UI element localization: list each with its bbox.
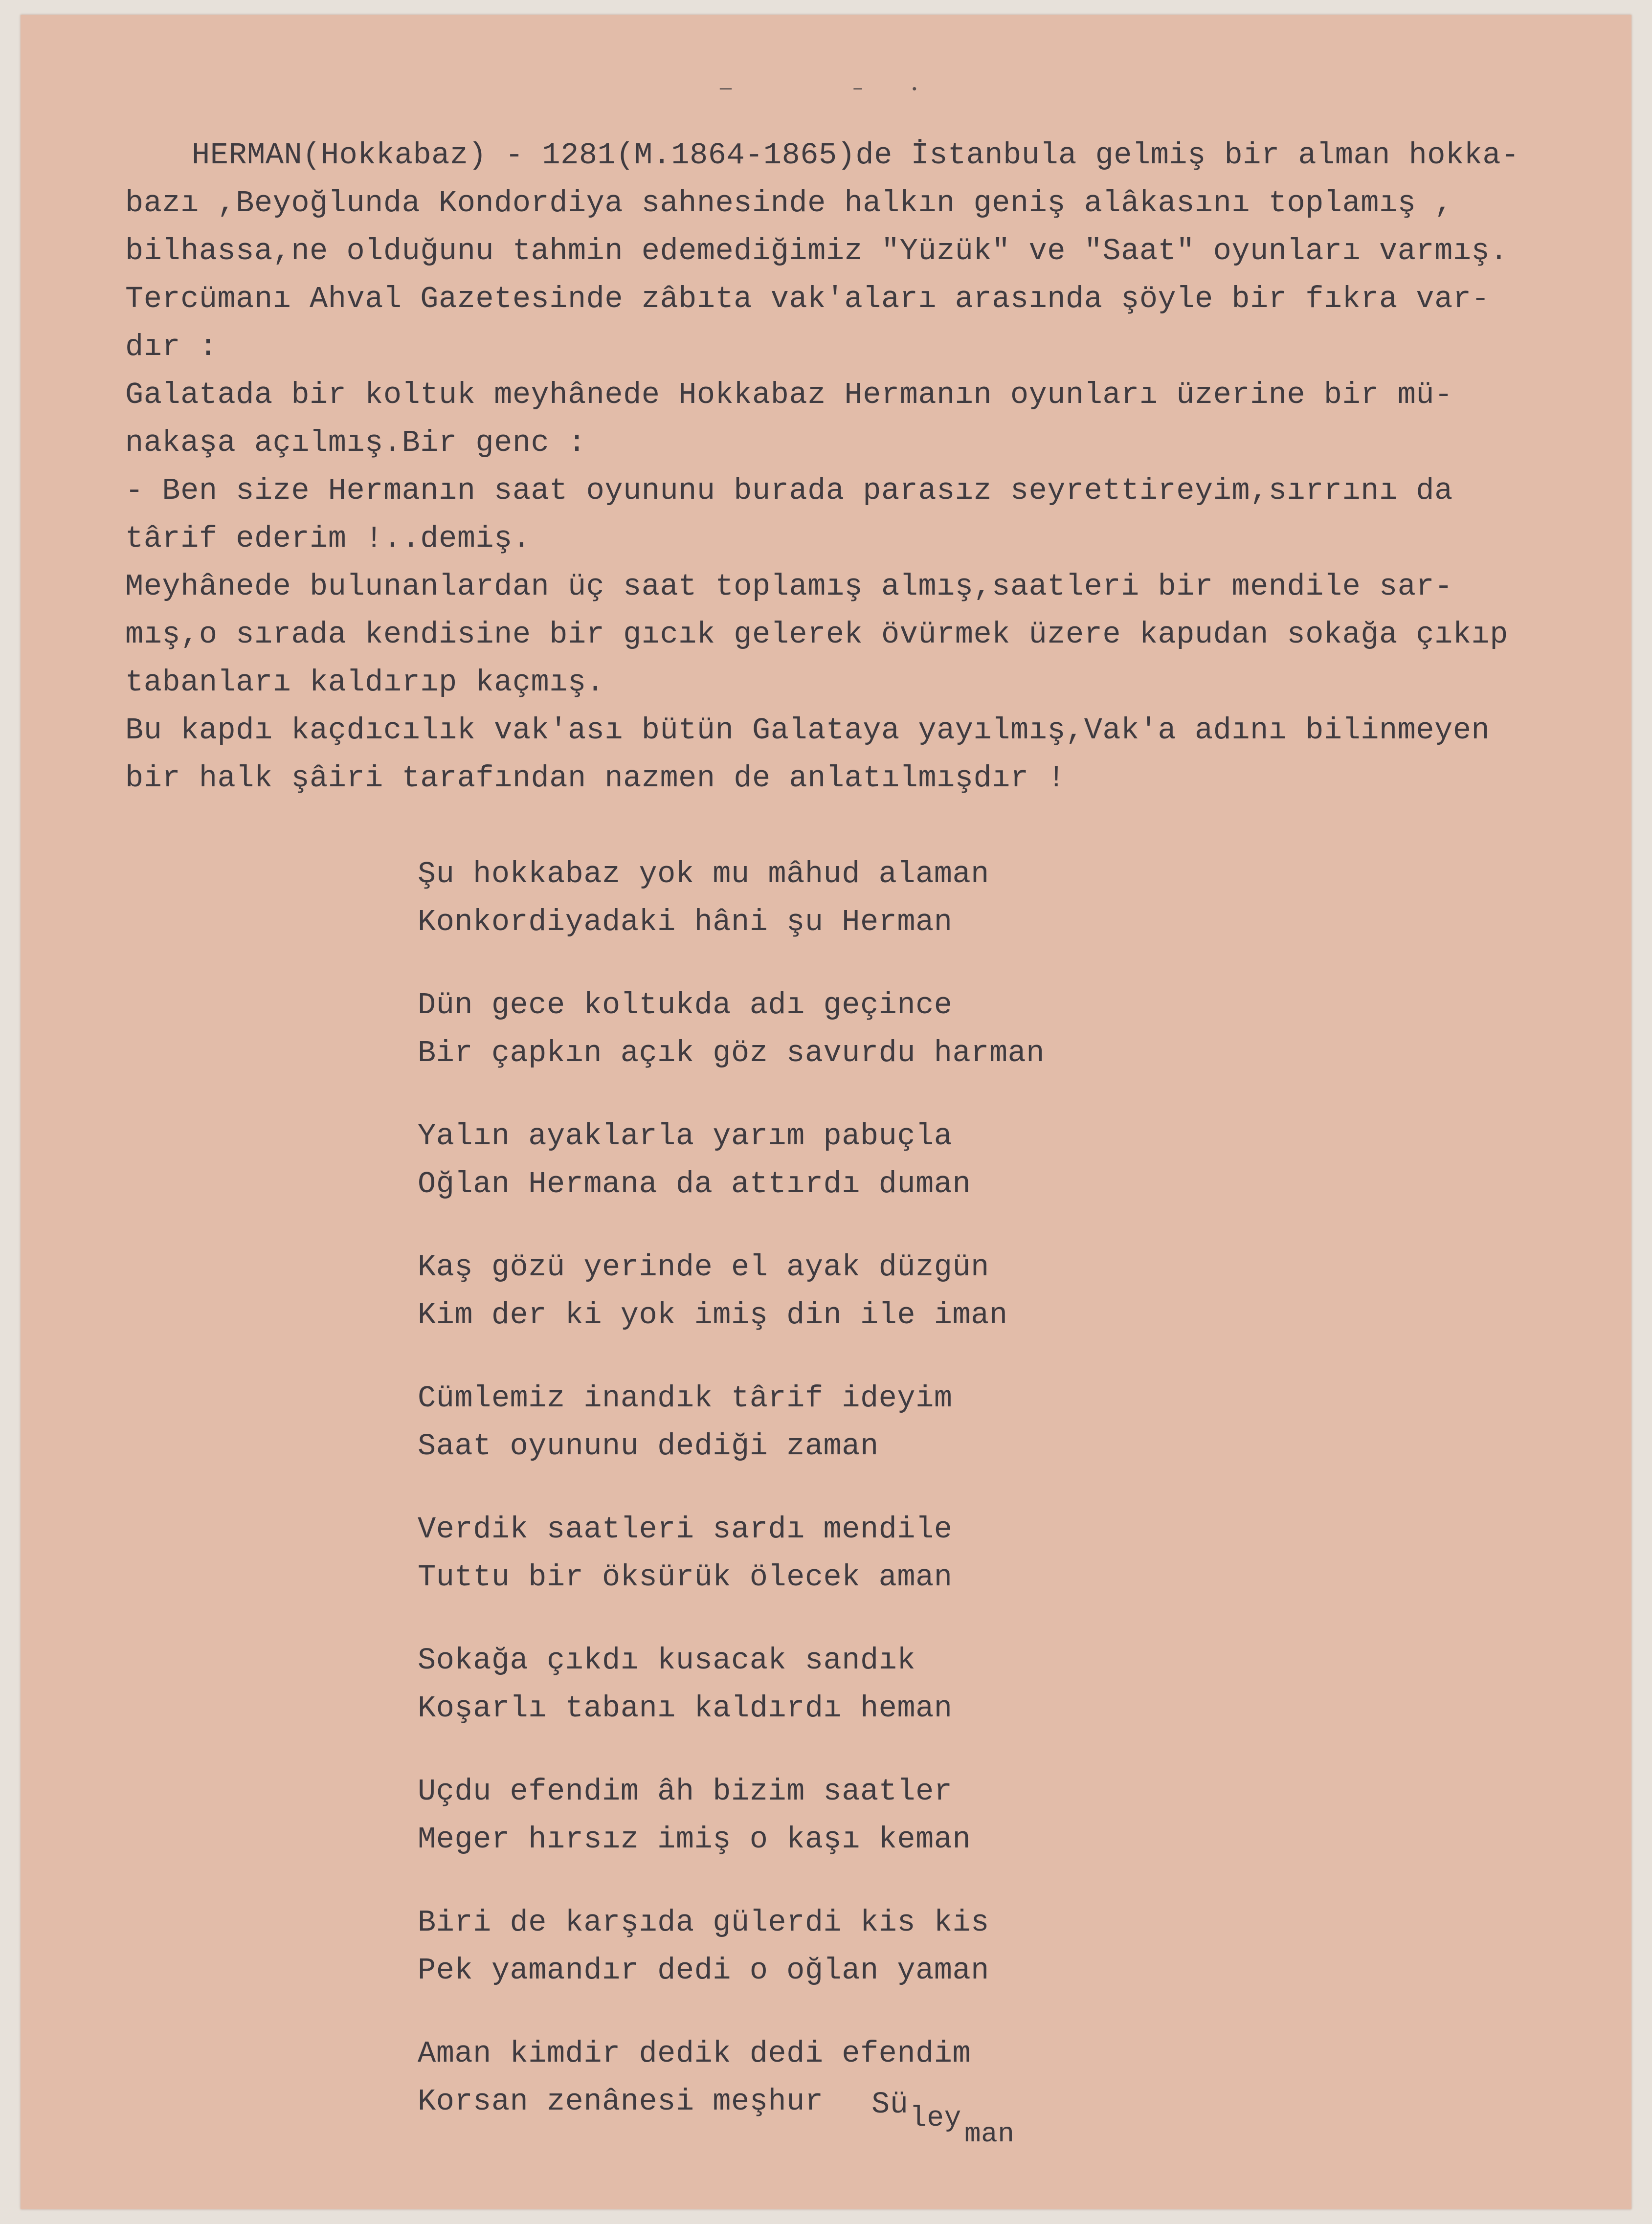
header-dash: — — [720, 78, 732, 100]
poem-line: Pek yamandır dedi o oğlan yaman — [418, 1953, 989, 1988]
prose-line: Meyhânede bulunanlardan üç saat toplamış almış,saatleri bir mendile sar- — [125, 569, 1453, 604]
poem-line: Oğlan Hermana da attırdı duman — [418, 1167, 971, 1201]
poem-line: Aman kimdir dedik dedi efendim — [418, 2036, 971, 2071]
prose-line: Bu kapdı kaçdıcılık vak'ası bütün Galataya yayılmış,Vak'a adını bilinmeyen — [125, 713, 1490, 748]
prose-line: HERMAN(Hokkabaz) - 1281(M.1864-1865)de İstanbula gelmiş bir alman hokka- — [192, 138, 1519, 173]
header-dot: • — [911, 82, 918, 97]
poem-line: Tuttu bir öksürük ölecek aman — [418, 1560, 953, 1595]
poem-line: Kim der ki yok imiş din ile iman — [418, 1298, 1008, 1333]
poem-line: Cümlemiz inandık târif ideyim — [418, 1381, 953, 1416]
poem-line: Verdik saatleri sardı mendile — [418, 1512, 953, 1547]
overtyped-word — [823, 561, 989, 606]
poem-line: Sokağa çıkdı kusacak sandık — [418, 1643, 916, 1678]
poem-line: Şu hokkabaz yok mu mâhud alaman — [418, 857, 989, 891]
header-arrow: – — [852, 78, 864, 100]
signature-part: man — [964, 2118, 1015, 2150]
poem-line: Korsan zenânesi meşhur — [418, 2084, 824, 2119]
poem-line: Kaş gözü yerinde el ayak düzgün — [418, 1250, 989, 1285]
poem-line: Koşarlı tabanı kaldırdı heman — [418, 1691, 953, 1726]
poem-line: Yalın ayaklarla yarım pabuçla — [418, 1119, 953, 1154]
prose-line: bilhassa,ne olduğunu tahmin edemediğimiz "Yüzük" ve "Saat" oyunları varmış. — [125, 234, 1508, 268]
prose-line: - Ben size Hermanın saat oyununu burada parasız seyrettireyim,sırrını da — [125, 473, 1453, 508]
poem-line: Bir çapkın açık göz savurdu harman — [418, 1036, 1045, 1070]
prose-line: Galatada bir koltuk meyhânede Hokkabaz Hermanın oyunları üzerine bir mü- — [125, 378, 1453, 412]
typewritten-page — [21, 15, 1631, 2209]
signature-part: Sü — [871, 2087, 909, 2122]
prose-line: dır : — [125, 330, 218, 364]
prose-line: târif ederim !..demiş. — [125, 521, 531, 556]
prose-line: nakaşa açılmış.Bir genc : — [125, 425, 586, 460]
overtyped-word — [1341, 705, 1625, 750]
poem-line: Biri de karşıda gülerdi kis kis — [418, 1905, 989, 1940]
poem-line: Meger hırsız imiş o kaşı keman — [418, 1822, 971, 1857]
prose-line: tabanları kaldırıp kaçmış. — [125, 665, 605, 700]
prose-line: Tercümanı Ahval Gazetesinde zâbıta vak'aları arasında şöyle bir fıkra var- — [125, 282, 1490, 316]
signature-part: ley — [910, 2103, 961, 2135]
prose-line: bir halk şâiri tarafından nazmen de anlatılmışdır ! — [125, 761, 1066, 796]
poem-line: Konkordiyadaki hâni şu Herman — [418, 905, 953, 939]
poem-line: Saat oyununu dediği zaman — [418, 1429, 879, 1464]
poem-line: Dün gece koltukda adı geçince — [418, 988, 953, 1023]
poem-line: Uçdu efendim âh bizim saatler — [418, 1774, 953, 1809]
prose-line: bazı ,Beyoğlunda Kondordiya sahnesinde halkın geniş alâkasını toplamış , — [125, 186, 1453, 221]
prose-line: mış,o sırada kendisine bir gıcık gelerek övürmek üzere kapudan sokağa çıkıp — [125, 617, 1508, 652]
